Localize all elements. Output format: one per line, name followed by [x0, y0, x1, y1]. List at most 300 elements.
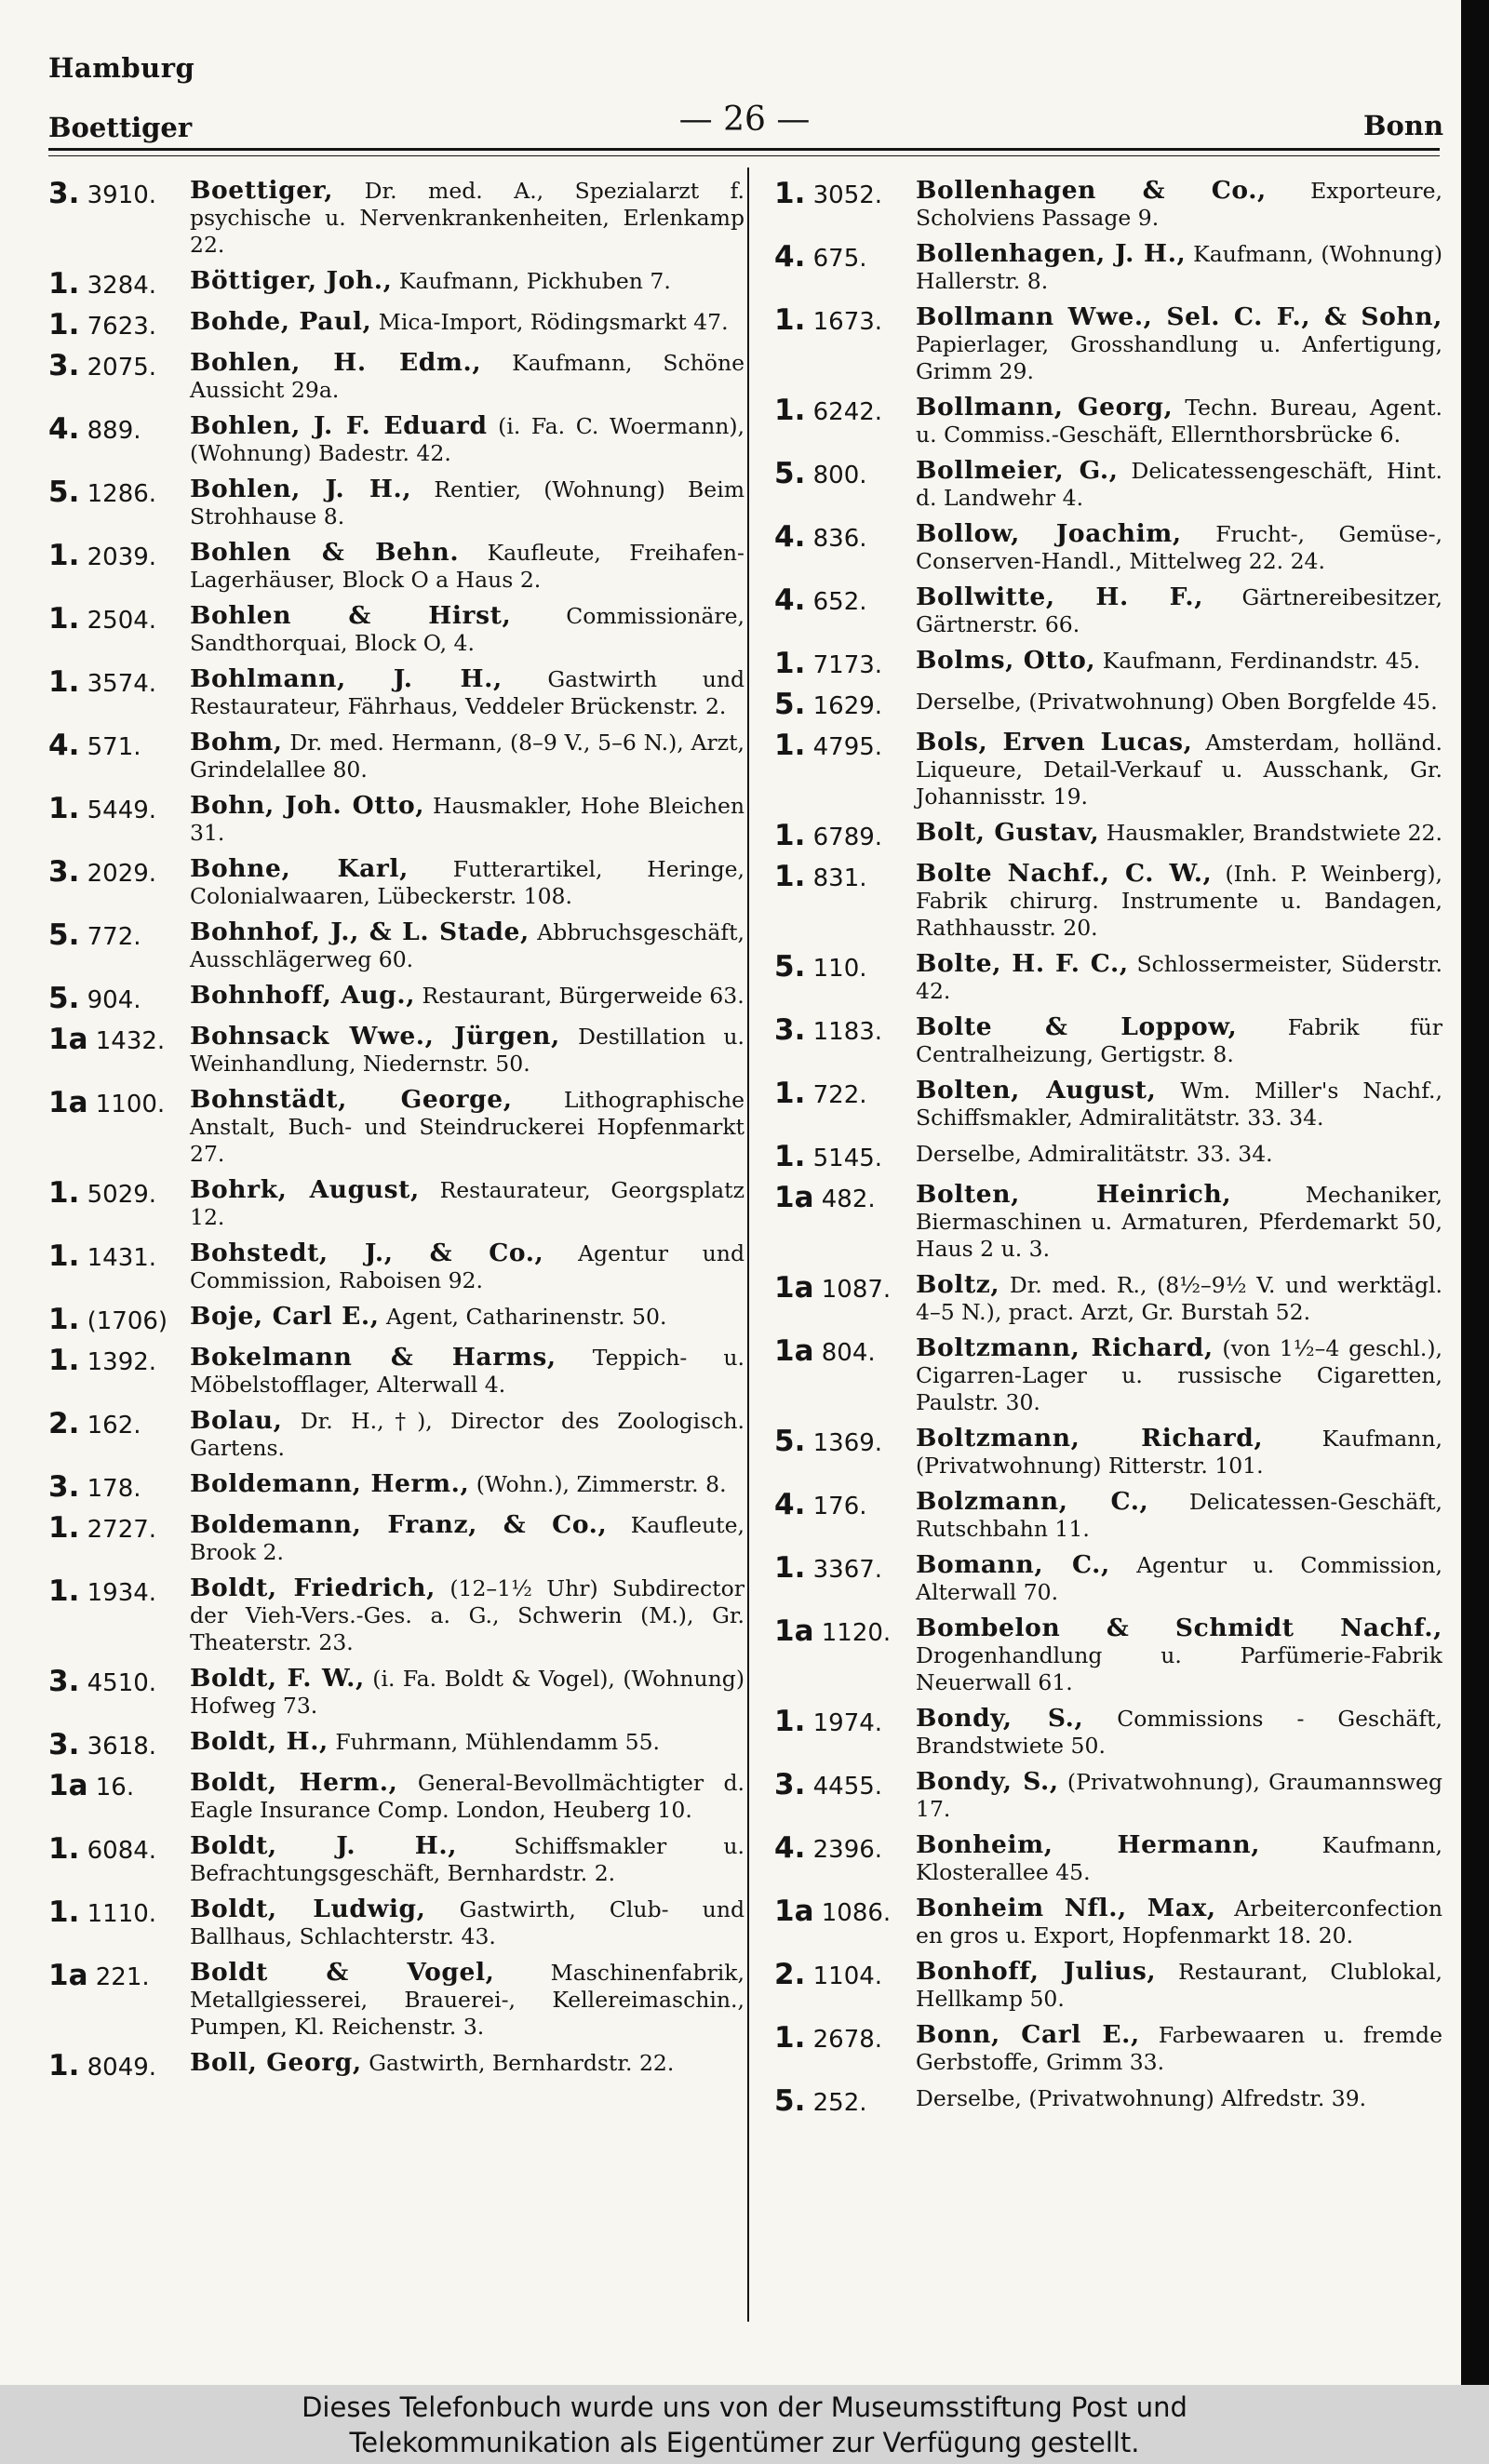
exchange-zone: 1. [48, 308, 80, 341]
phone-number [48, 1407, 190, 1440]
entry-text [190, 602, 744, 657]
exchange-zone: 1. [774, 1705, 806, 1738]
directory-entry [48, 1303, 744, 1335]
subscriber-name: Boldemann, Franz, & Co., [190, 1510, 608, 1539]
directory-entry [774, 394, 1442, 449]
phone-number [774, 2021, 916, 2054]
entry-text [190, 1665, 744, 1720]
subscriber-details: Hausmakler, Hohe Bleichen 31. [190, 793, 744, 846]
subscriber-name: Boldt, Ludwig, [190, 1895, 426, 1923]
directory-entry [774, 240, 1442, 295]
phone-number [774, 729, 916, 761]
phone-number [48, 1574, 190, 1607]
directory-entry [774, 1768, 1442, 1823]
subscriber-details: Gärtnereibesitzer, Gärtnerstr. 66. [916, 584, 1442, 637]
phone-number [48, 1470, 190, 1503]
directory-entry [48, 1665, 744, 1720]
directory-entry [774, 1077, 1442, 1132]
line-number: 1934. [87, 1579, 157, 1607]
directory-entry [48, 1959, 744, 2041]
directory-entry [774, 1958, 1442, 2013]
line-number: 3052. [812, 181, 883, 209]
line-number: 482. [821, 1185, 876, 1213]
phone-number [48, 1665, 190, 1697]
phone-number [774, 303, 916, 336]
subscriber-name: Boltzmann, Richard, [916, 1424, 1264, 1453]
subscriber-details: Fuhrmann, Mühlendamm 55. [328, 1729, 660, 1755]
line-number: 800. [812, 462, 867, 489]
entry-text [916, 1895, 1442, 1949]
exchange-zone: 1. [48, 1511, 80, 1545]
subscriber-details: Kaufmann, Ferdinandstr. 45. [1095, 648, 1421, 674]
phone-number [774, 1831, 916, 1864]
line-number: 722. [812, 1081, 867, 1109]
exchange-zone: 3. [48, 177, 80, 210]
subscriber-details: Rentier, (Wohnung) Beim Strohhause 8. [190, 476, 744, 529]
exchange-zone: 3. [48, 1470, 80, 1504]
exchange-zone: 4. [774, 1831, 806, 1865]
subscriber-name: Bohm, [190, 728, 283, 757]
phone-number [774, 950, 916, 983]
exchange-zone: 1. [774, 647, 806, 680]
phone-number [774, 583, 916, 616]
entry-text [916, 1425, 1442, 1480]
column-divider [747, 167, 749, 2322]
subscriber-details: Exporteure, Scholviens Passage 9. [916, 178, 1442, 231]
phone-number [48, 1176, 190, 1209]
exchange-zone: 5. [48, 475, 80, 509]
directory-entry [774, 1551, 1442, 1606]
phone-number [48, 1769, 190, 1801]
directory-entry [48, 412, 744, 467]
subscriber-details: Derselbe, Admiralitätstr. 33. 34. [916, 1141, 1273, 1167]
phone-number [48, 1511, 190, 1544]
subscriber-details: Maschinenfabrik, Metallgiesserei, Brauerei-, Kellereimaschin., Pumpen, Kl. Reichenstr. 3. [190, 1960, 744, 2040]
directory-entry [774, 860, 1442, 942]
exchange-zone: 3. [774, 1013, 806, 1047]
exchange-zone: 1a [48, 1086, 88, 1119]
subscriber-name: Boje, Carl E., [190, 1302, 380, 1331]
phone-number [48, 267, 190, 300]
line-number: (1706) [87, 1307, 168, 1335]
line-number: 1086. [821, 1899, 892, 1927]
subscriber-details: Papierlager, Grosshandlung u. Anfertigung, Grimm 29. [916, 331, 1442, 384]
directory-entry [774, 1425, 1442, 1480]
entry-text [190, 729, 744, 783]
subscriber-details: Futterartikel, Heringe, Colonialwaaren, Lübeckerstr. 108. [190, 856, 744, 909]
line-number: 2039. [87, 543, 157, 571]
directory-entry [48, 2049, 744, 2082]
directory-entry [48, 1023, 744, 1078]
directory-entry [774, 950, 1442, 1005]
phone-number [774, 1181, 916, 1213]
entry-text [190, 1511, 744, 1566]
phone-number [774, 860, 916, 892]
exchange-zone: 4. [774, 520, 806, 554]
line-number: 1087. [821, 1276, 892, 1304]
line-number: 2727. [87, 1516, 157, 1544]
entry-text [916, 1768, 1442, 1823]
phone-number [774, 1768, 916, 1801]
directory-entry [48, 539, 744, 594]
exchange-zone: 5. [774, 1425, 806, 1458]
exchange-zone: 1. [48, 1832, 80, 1866]
phone-number [48, 792, 190, 824]
exchange-zone: 1. [774, 1551, 806, 1585]
line-number: 1629. [812, 692, 883, 720]
subscriber-details: Restaurant, Clublokal, Hellkamp 50. [916, 1959, 1442, 2012]
phone-number [48, 1728, 190, 1761]
subscriber-name: Boldt, F. W., [190, 1664, 365, 1693]
line-number: 6789. [812, 824, 883, 851]
subscriber-name: Bondy, S., [916, 1704, 1084, 1733]
entry-text [916, 457, 1442, 512]
phone-number [48, 1303, 190, 1335]
entry-text [916, 1271, 1442, 1326]
subscriber-details: Dr. H.,†), Director des Zoologisch. Gartens. [190, 1408, 744, 1461]
phone-number [48, 665, 190, 698]
subscriber-name: Bokelmann & Harms, [190, 1343, 557, 1372]
directory-entry [48, 1176, 744, 1231]
directory-entry [48, 1239, 744, 1294]
phone-number [48, 1023, 190, 1055]
directory-entry [48, 308, 744, 341]
subscriber-details: (Privatwohnung), Graumannsweg 17. [916, 1769, 1442, 1822]
directory-entry [48, 792, 744, 847]
entry-text [190, 792, 744, 847]
subscriber-name: Bonheim, Hermann, [916, 1830, 1261, 1859]
line-number: 221. [95, 1963, 150, 1991]
line-number: 889. [87, 417, 141, 445]
exchange-zone: 4. [774, 583, 806, 617]
entry-text [190, 475, 744, 530]
entry-text [916, 240, 1442, 295]
subscriber-details: Farbewaaren u. fremde Gerbstoffe, Grimm 33. [916, 2022, 1442, 2075]
phone-number [774, 1895, 916, 1927]
book-spine-edge [1461, 0, 1489, 2385]
subscriber-name: Boltzmann, Richard, [916, 1333, 1214, 1362]
phone-number [48, 1344, 190, 1376]
phone-number [774, 647, 916, 679]
subscriber-name: Bohnstädt, George, [190, 1085, 513, 1114]
directory-entry [48, 1574, 744, 1656]
subscriber-name: Bohlen & Hirst, [190, 601, 512, 630]
entry-text [190, 1769, 744, 1824]
entry-text [916, 303, 1442, 385]
subscriber-details: Kaufmann, Schöne Aussicht 29a. [190, 350, 744, 403]
subscriber-details: Drogenhandlung u. Parfümerie-Fabrik Neuerwall 61. [916, 1642, 1442, 1695]
footer-notice [0, 2385, 1489, 2464]
exchange-zone: 1. [48, 2049, 80, 2082]
entry-text [916, 819, 1442, 847]
line-number: 3284. [87, 272, 157, 300]
entry-text [190, 1023, 744, 1078]
exchange-zone: 5. [48, 918, 80, 952]
subscriber-name: Bollmeier, G., [916, 456, 1119, 485]
phone-number [48, 855, 190, 888]
exchange-zone: 1. [48, 1344, 80, 1377]
subscriber-details: Gastwirth, Bernhardstr. 22. [361, 2050, 675, 2076]
exchange-zone: 4. [774, 240, 806, 274]
subscriber-name: Bolte, H. F. C., [916, 949, 1129, 978]
subscriber-details: Delicatessen-Geschäft, Rutschbahn 11. [916, 1489, 1442, 1542]
directory-entry [48, 1769, 744, 1824]
subscriber-details: Mechaniker, Biermaschinen u. Armaturen, Pferdemarkt 50, Haus 2 u. 3. [916, 1182, 1442, 1262]
exchange-zone: 3. [48, 349, 80, 382]
directory-entry [48, 349, 744, 404]
line-number: 8049. [87, 2054, 157, 2082]
phone-number [774, 1425, 916, 1457]
exchange-zone: 1a [774, 1895, 814, 1928]
entry-text [190, 539, 744, 594]
entry-text [916, 950, 1442, 1005]
line-number: 4510. [87, 1669, 157, 1697]
exchange-zone: 5. [774, 688, 806, 721]
exchange-zone: 1. [48, 1895, 80, 1929]
line-number: 1183. [812, 1018, 883, 1046]
subscriber-details: Kaufmann, (Wohnung) Hallerstr. 8. [916, 241, 1442, 294]
subscriber-name: Bohnhof, J., & L. Stade, [190, 917, 530, 946]
subscriber-details: (12–1½ Uhr) Subdirector der Vieh-Vers.-Ges. a. G., Schwerin (M.), Gr. Theaterstr. 23. [190, 1575, 744, 1655]
subscriber-details: Gastwirth und Restaurateur, Fährhaus, Veddeler Brückenstr. 2. [190, 666, 744, 719]
phone-number [48, 2049, 190, 2082]
subscriber-details: Schiffsmakler u. Befrachtungsgeschäft, Bernhardstr. 2. [190, 1833, 744, 1886]
phone-number [48, 1239, 190, 1272]
subscriber-name: Bohlmann, J. H., [190, 664, 503, 693]
subscriber-details: Gastwirth, Club- und Ballhaus, Schlachterstr. 43. [190, 1896, 744, 1949]
subscriber-name: Bohne, Karl, [190, 854, 409, 883]
line-number: 6242. [812, 398, 883, 426]
exchange-zone: 1. [48, 1574, 80, 1608]
directory-entry [48, 1511, 744, 1566]
line-number: 6084. [87, 1837, 157, 1865]
subscriber-name: Boldemann, Herm., [190, 1469, 470, 1498]
phone-number [774, 1271, 916, 1304]
subscriber-name: Bolte & Loppow, [916, 1012, 1238, 1041]
phone-number [774, 1705, 916, 1737]
phone-number [774, 1614, 916, 1647]
subscriber-name: Bombelon & Schmidt Nachf., [916, 1614, 1442, 1642]
line-number: 904. [87, 986, 141, 1014]
subscriber-name: Bollwitte, H. F., [916, 583, 1204, 611]
subscriber-name: Boldt & Vogel, [190, 1958, 495, 1987]
footer-line-1: Dieses Telefonbuch wurde uns von der Museumsstiftung Post und [302, 2391, 1187, 2423]
exchange-zone: 1. [48, 267, 80, 301]
phone-number [774, 688, 916, 720]
header-last-entry: Bonn [1363, 110, 1444, 141]
entry-text [916, 1831, 1442, 1886]
entry-text [190, 349, 744, 404]
entry-text [190, 308, 744, 336]
directory-entry [774, 457, 1442, 512]
subscriber-name: Bollenhagen & Co., [916, 177, 1267, 205]
entry-text [190, 1959, 744, 2041]
entry-text [916, 1551, 1442, 1606]
line-number: 5029. [87, 1181, 157, 1209]
line-number: 1431. [87, 1244, 157, 1272]
subscriber-name: Bolten, August, [916, 1076, 1157, 1105]
entry-text [916, 647, 1442, 675]
subscriber-name: Bolms, Otto, [916, 646, 1096, 675]
subscriber-details: Schlossermeister, Süderstr. 42. [916, 951, 1442, 1004]
directory-entry [48, 855, 744, 910]
directory-entry [48, 602, 744, 657]
line-number: 1104. [812, 1962, 883, 1990]
entry-text [190, 1895, 744, 1950]
line-number: 804. [821, 1339, 876, 1367]
entry-text [190, 1832, 744, 1887]
line-number: 3574. [87, 670, 157, 698]
subscriber-name: Bohlen & Behn. [190, 538, 460, 567]
subscriber-name: Boettiger, [190, 177, 334, 205]
exchange-zone: 1. [774, 177, 806, 210]
directory-entry [774, 303, 1442, 385]
line-number: 3618. [87, 1733, 157, 1761]
subscriber-name: Bohlen, J. F. Eduard [190, 411, 488, 440]
line-number: 2029. [87, 860, 157, 888]
subscriber-name: Boldt, J. H., [190, 1831, 458, 1860]
subscriber-name: Bolte Nachf., C. W., [916, 859, 1213, 888]
exchange-zone: 4. [48, 729, 80, 762]
directory-entry [774, 2021, 1442, 2076]
directory-entry [774, 1271, 1442, 1326]
entry-text [190, 1303, 744, 1331]
exchange-zone: 1. [774, 394, 806, 427]
directory-entry [48, 1344, 744, 1399]
entry-text [190, 1239, 744, 1294]
subscriber-name: Bols, Erven Lucas, [916, 728, 1193, 757]
subscriber-details: General-Bevollmächtigter d. Eagle Insurance Comp. London, Heuberg 10. [190, 1770, 744, 1823]
exchange-zone: 1. [48, 1303, 80, 1336]
header-first-entry: Boettiger [48, 112, 193, 143]
line-number: 176. [812, 1493, 867, 1520]
entry-text [916, 2084, 1442, 2112]
line-number: 2075. [87, 354, 157, 382]
phone-number [48, 412, 190, 445]
footer-line-2: Telekommunikation als Eigentümer zur Verfügung gestellt. [349, 2427, 1140, 2458]
exchange-zone: 1. [774, 1140, 806, 1173]
exchange-zone: 1. [48, 602, 80, 636]
directory-entry [774, 729, 1442, 810]
entry-text [190, 267, 744, 295]
phone-number [48, 308, 190, 341]
directory-entry [774, 1614, 1442, 1696]
line-number: 1974. [812, 1709, 883, 1737]
subscriber-details: Restaurant, Bürgerweide 63. [415, 983, 744, 1009]
subscriber-details: Kaufmann, Klosterallee 45. [916, 1832, 1442, 1885]
subscriber-details: Kaufmann, (Privatwohnung) Ritterstr. 101. [916, 1426, 1442, 1479]
subscriber-name: Bohstedt, J., & Co., [190, 1239, 544, 1267]
exchange-zone: 1. [48, 665, 80, 699]
phone-number [774, 1958, 916, 1990]
line-number: 2678. [812, 2026, 883, 2054]
subscriber-details: Frucht-, Gemüse-, Conserven-Handl., Mittelweg 22. 24. [916, 521, 1442, 574]
entry-text [916, 1488, 1442, 1543]
subscriber-details: Amsterdam, holländ. Liqueure, Detail-Verkauf u. Ausschank, Gr. Johannisstr. 19. [916, 730, 1442, 810]
subscriber-name: Bollmann, Georg, [916, 393, 1174, 422]
phone-number [48, 177, 190, 209]
exchange-zone: 1. [774, 860, 806, 893]
line-number: 162. [87, 1412, 141, 1440]
subscriber-details: Delicatessengeschäft, Hint. d. Landwehr 4. [916, 458, 1442, 511]
directory-entry [774, 1705, 1442, 1760]
entry-text [190, 1407, 744, 1462]
exchange-zone: 3. [48, 1728, 80, 1761]
subscriber-name: Boldt, H., [190, 1727, 329, 1756]
subscriber-name: Bohrk, August, [190, 1175, 420, 1204]
phone-number [774, 240, 916, 273]
exchange-zone: 5. [48, 982, 80, 1015]
subscriber-details: Commissionäre, Sandthorquai, Block O, 4. [190, 603, 744, 656]
phone-number [48, 349, 190, 382]
directory-entry [48, 1470, 744, 1503]
line-number: 4795. [812, 733, 883, 761]
subscriber-name: Bolten, Heinrich, [916, 1180, 1232, 1209]
subscriber-details: Dr. med. Hermann, (8–9 V., 5–6 N.), Arzt, Grindelallee 80. [190, 730, 744, 783]
subscriber-details: (i. Fa. C. Woermann), (Wohnung) Badestr. 42. [190, 413, 744, 466]
subscriber-name: Bollow, Joachim, [916, 519, 1182, 548]
subscriber-name: Boltz, [916, 1270, 1000, 1299]
line-number: 7173. [812, 651, 883, 679]
subscriber-name: Bohn, Joh. Otto, [190, 791, 425, 820]
phone-number [48, 1895, 190, 1928]
exchange-zone: 1. [774, 303, 806, 337]
phone-number [774, 2084, 916, 2117]
directory-entry [774, 1181, 1442, 1263]
exchange-zone: 1. [48, 1239, 80, 1273]
subscriber-details: Derselbe, (Privatwohnung) Oben Borgfelde 45. [916, 689, 1438, 715]
exchange-zone: 4. [48, 412, 80, 446]
phone-number [774, 1488, 916, 1520]
entry-text [190, 855, 744, 910]
subscriber-details: Mica-Import, Rödingsmarkt 47. [371, 309, 729, 335]
entry-text [190, 2049, 744, 2077]
exchange-zone: 2. [48, 1407, 80, 1440]
subscriber-details: Fabrik für Centralheizung, Gertigstr. 8. [916, 1014, 1442, 1067]
exchange-zone: 1. [48, 539, 80, 572]
right-column [774, 177, 1442, 2317]
subscriber-details: Kaufleute, Brook 2. [190, 1512, 744, 1565]
header-rule-thick [48, 148, 1440, 151]
exchange-zone: 1a [774, 1334, 814, 1368]
subscriber-details: Commissions - Geschäft, Brandstwiete 50. [916, 1706, 1442, 1759]
line-number: 836. [812, 525, 867, 553]
subscriber-name: Bohnhoff, Aug., [190, 981, 416, 1010]
directory-entry [48, 1086, 744, 1168]
subscriber-details: Wm. Miller's Nachf., Schiffsmakler, Admiralitätstr. 33. 34. [916, 1078, 1442, 1131]
subscriber-details: (Inh. P. Weinberg), Fabrik chirurg. Instrumente u. Bandagen, Rathhausstr. 20. [916, 861, 1442, 941]
exchange-zone: 1a [48, 1023, 88, 1056]
exchange-zone: 5. [774, 457, 806, 490]
line-number: 4455. [812, 1773, 883, 1801]
subscriber-name: Boldt, Herm., [190, 1768, 398, 1797]
subscriber-details: Dr. med. R., (8½–9½ V. und werktägl. 4–5 N.), pract. Arzt, Gr. Burstah 52. [916, 1272, 1442, 1325]
directory-entry [774, 819, 1442, 851]
line-number: 7623. [87, 313, 157, 341]
header-rule-thin [48, 155, 1440, 156]
subscriber-details: (von 1½–4 geschl.), Cigarren-Lager u. russische Cigaretten, Paulstr. 30. [916, 1335, 1442, 1415]
phone-number [774, 1551, 916, 1584]
entry-text [916, 1334, 1442, 1416]
line-number: 3367. [812, 1556, 883, 1584]
directory-entry [774, 647, 1442, 679]
subscriber-name: Bonhoff, Julius, [916, 1957, 1157, 1986]
phone-number [774, 819, 916, 851]
directory-entry [774, 1831, 1442, 1886]
directory-entry [48, 1728, 744, 1761]
line-number: 772. [87, 923, 141, 951]
subscriber-details: (i. Fa. Boldt & Vogel), (Wohnung) Hofweg 73. [190, 1666, 744, 1719]
